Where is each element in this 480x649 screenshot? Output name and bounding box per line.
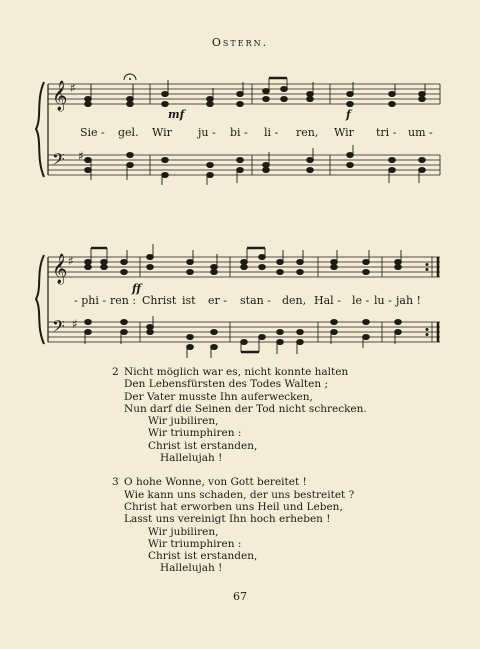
lyric-syllable: tri - — [376, 126, 397, 139]
verse-line: Wir jubiliren, — [148, 525, 219, 538]
lyric-syllable: ju - — [198, 126, 216, 139]
lyric-syllable: um - — [408, 126, 433, 139]
verse-line: Den Lebensfürsten des Todes Walten ; — [124, 378, 328, 391]
lyric-syllable: - phi - — [74, 294, 107, 307]
svg-text:𝄞: 𝄞 — [52, 254, 68, 284]
svg-text:𝄢: 𝄢 — [52, 149, 65, 173]
verse-line: Wir jubiliren, — [148, 415, 219, 428]
verse-line: Nun darf die Seinen der Tod nicht schrecken. — [124, 402, 367, 415]
lyric-syllable: Hal - — [314, 294, 341, 307]
verse-line: Der Vater musste Ihn auferwecken, — [124, 390, 313, 403]
svg-text:♯: ♯ — [78, 149, 84, 163]
verses-text — [112, 366, 412, 587]
lyric-syllable: ren : — [110, 294, 137, 307]
verse-line: Christ ist erstanden, — [148, 439, 258, 452]
svg-text:𝄞: 𝄞 — [52, 81, 68, 111]
verse-line: Christ ist erstanden, — [148, 550, 258, 563]
lyric-syllable: jah ! — [396, 294, 421, 307]
stanza-number: 2 — [112, 366, 119, 378]
verse-line: Wir triumphiren : — [148, 427, 242, 440]
lyric-syllable: er - — [208, 294, 227, 307]
lyric-syllable: Wir — [334, 126, 354, 139]
dynamic-ff: ff — [132, 282, 142, 295]
svg-text:♯: ♯ — [70, 81, 76, 95]
svg-text:♯: ♯ — [68, 254, 74, 268]
stanza-2 — [112, 366, 412, 464]
verse-line: Hallelujah ! — [160, 452, 223, 465]
dynamic-f: f — [346, 108, 351, 121]
svg-text:𝄢: 𝄢 — [52, 316, 65, 340]
lyric-syllable: li - — [264, 126, 279, 139]
verse-line: Lasst uns vereinigt Ihn hoch erheben ! — [124, 513, 331, 526]
lyric-syllable: Wir — [152, 126, 172, 139]
lyric-syllable: ren, — [296, 126, 319, 139]
verse-line: Hallelujah ! — [160, 562, 223, 575]
verse-line: Nicht möglich war es, nicht konnte halten — [124, 366, 349, 378]
verse-line: O hohe Wonne, von Gott bereitet ! — [124, 476, 307, 489]
dynamic-mf: mf — [168, 108, 185, 121]
verse-line: Wie kann uns schaden, der uns bestreitet ? — [124, 488, 355, 501]
lyric-syllable: lu - — [374, 294, 392, 307]
verse-line: Christ hat erworben uns Heil und Leben, — [124, 500, 343, 513]
page-number: 67 — [233, 590, 247, 603]
lyric-syllable: ist — [182, 294, 196, 307]
svg-text:♯: ♯ — [72, 317, 78, 331]
lyric-syllable: Sie - — [80, 126, 105, 139]
lyric-syllable: den, — [282, 294, 307, 307]
verse-line: Wir triumphiren : — [148, 537, 242, 550]
lyric-syllable: gel. — [118, 126, 139, 139]
lyric-syllable: bi - — [230, 126, 248, 139]
lyric-syllable: stan - — [240, 294, 271, 307]
lyric-syllable: le - — [352, 294, 370, 307]
stanza-number: 3 — [112, 476, 119, 489]
stanza-3 — [112, 476, 412, 574]
running-header: Ostern. — [211, 36, 269, 49]
lyric-syllable: Christ — [142, 294, 177, 307]
